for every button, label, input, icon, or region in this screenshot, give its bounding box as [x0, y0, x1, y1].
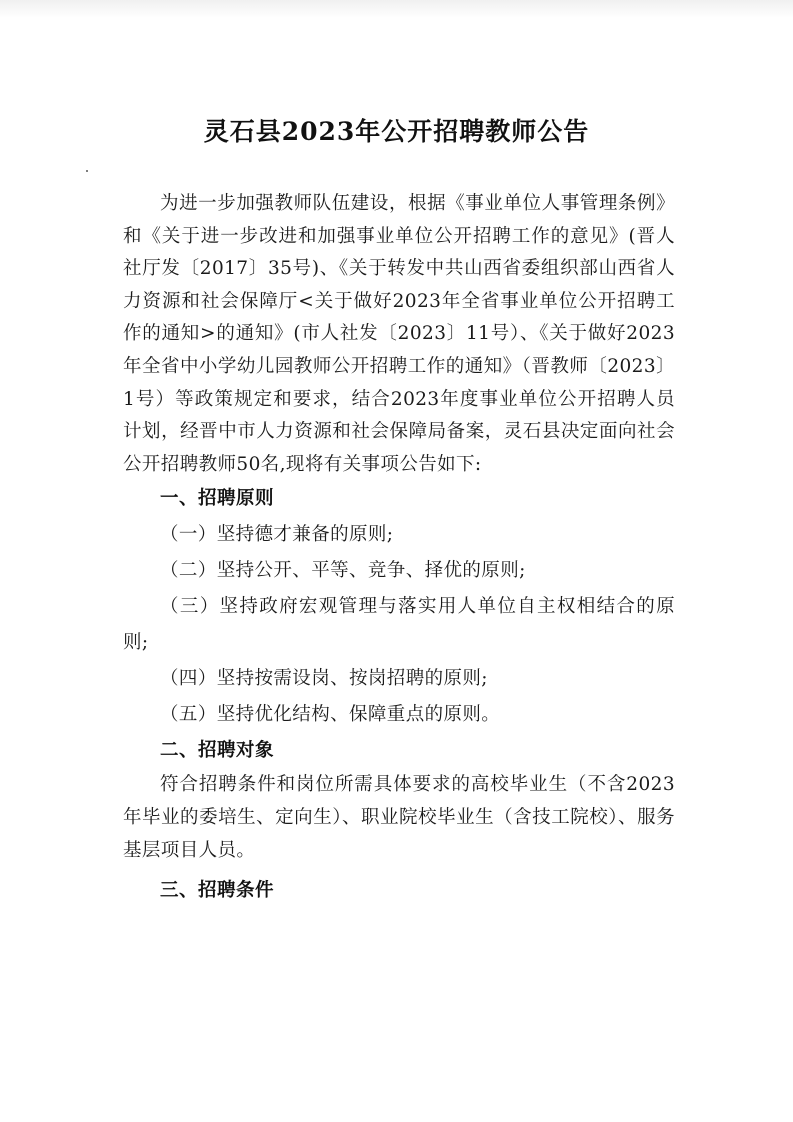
section-principles: [123, 481, 675, 733]
section-heading: 一、招聘原则: [160, 488, 275, 510]
section-targets: [123, 733, 675, 867]
list-item: （三）坚持政府宏观管理与落实用人单位自主权相结合的原则;: [123, 596, 675, 654]
list-item: （一）坚持德才兼备的原则;: [160, 524, 394, 546]
document-body: [123, 188, 675, 909]
list-item: （二）坚持公开、平等、竞争、择优的原则;: [160, 560, 526, 582]
section-heading: 二、招聘对象: [160, 740, 275, 762]
section-heading: 三、招聘条件: [160, 880, 275, 902]
intro-paragraph: 为进一步加强教师队伍建设，根据《事业单位人事管理条例》和《关于进一步改进和加强事业单位公开招聘工作的意见》(晋人社厅发〔2017〕35号)、《关于转发中共山西省委组织部山西省人力资源和社会保障厅<关于做好2023年全省事业单位公开招聘工作的通知>的通知》(市人社发〔2023〕11号）、《关于做好2023年全省中小学幼儿园教师公开招聘工作的通知》（晋教师〔2023〕1号）等政策规定和要求，结合2023年度事业单位公开招聘人员计划，经晋中市人力资源和社会保障局备案，灵石县决定面向社会公开招聘教师50名,现将有关事项公告如下:: [123, 193, 675, 475]
section-paragraph: 符合招聘条件和岗位所需具体要求的高校毕业生（不含2023年毕业的委培生、定向生）、职业院校毕业生（含技工院校）、服务基层项目人员。: [123, 774, 675, 861]
scan-speck: [86, 170, 88, 172]
scan-edge: [0, 0, 793, 18]
list-item: （五）坚持优化结构、保障重点的原则。: [160, 704, 501, 726]
list-item: （四）坚持按需设岗、按岗招聘的原则;: [160, 668, 488, 690]
section-conditions: [123, 873, 675, 909]
page-title: 灵石县2023年公开招聘教师公告: [203, 117, 590, 146]
